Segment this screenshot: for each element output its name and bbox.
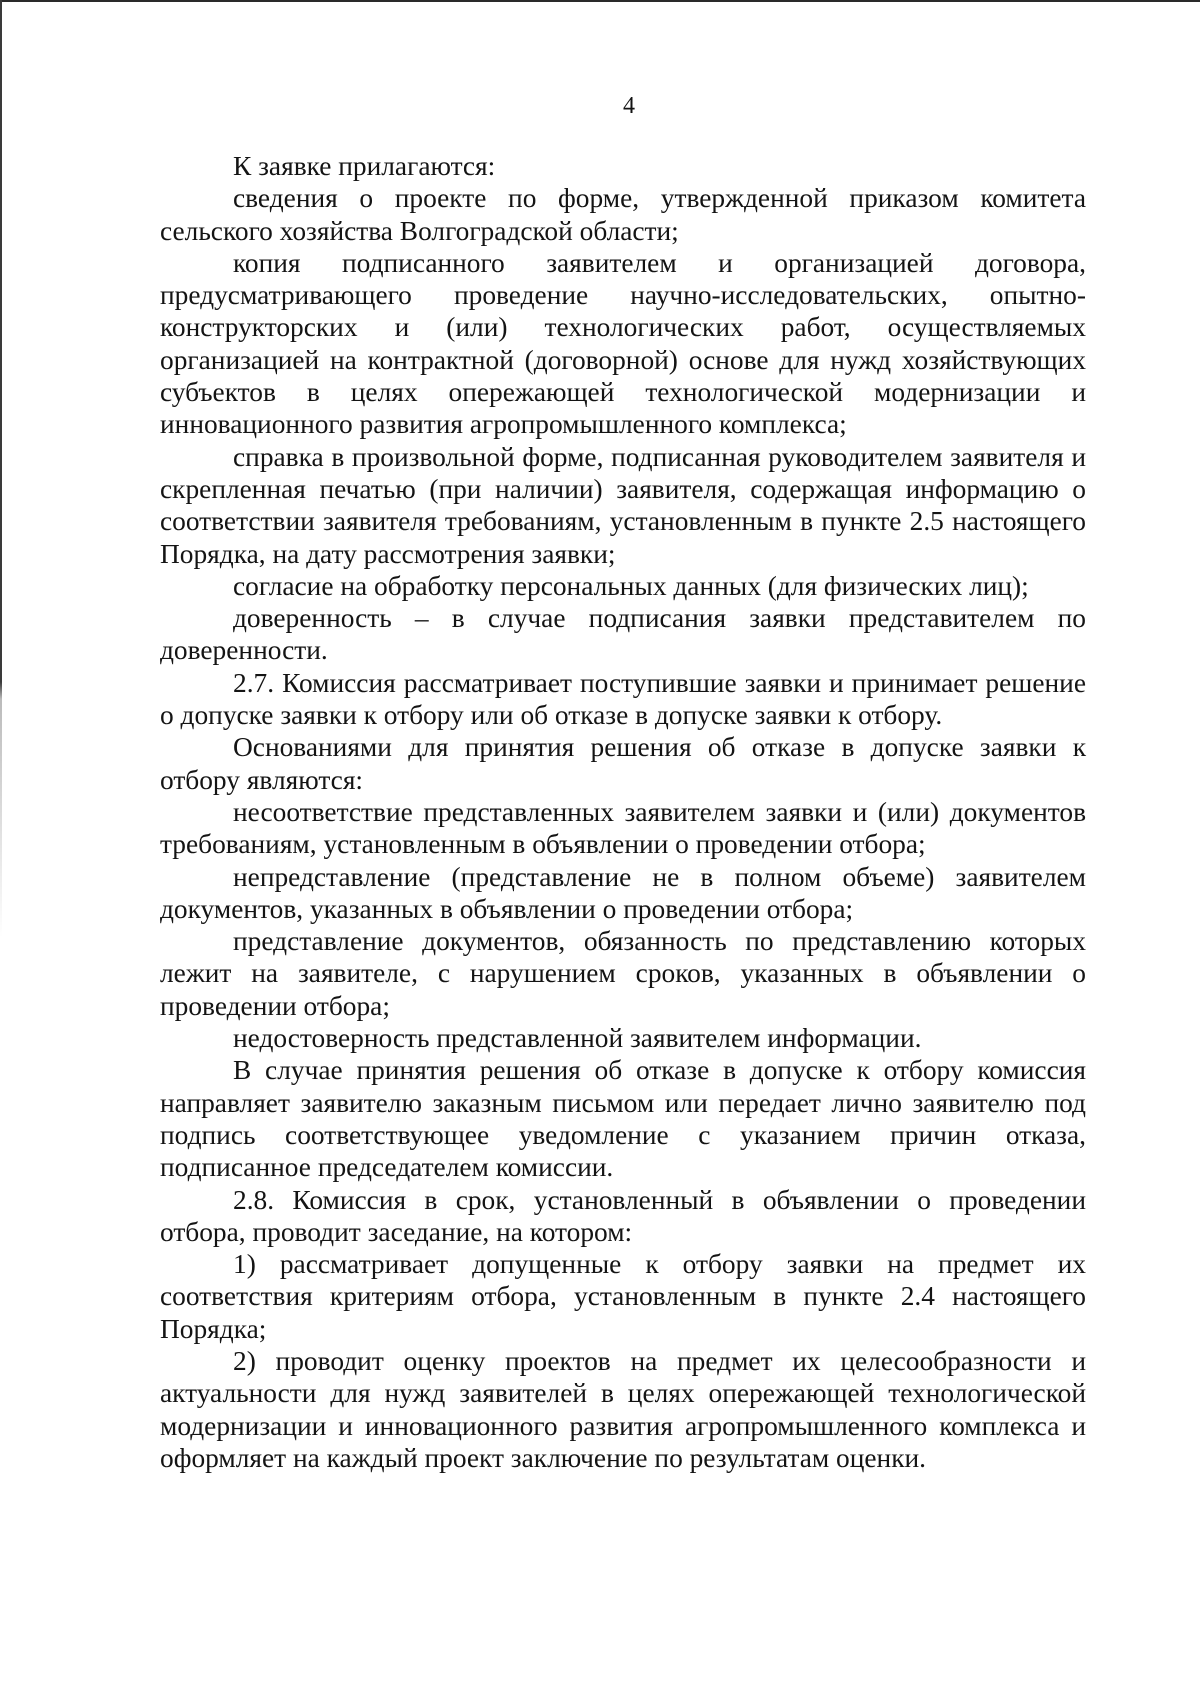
paragraph-power-of-attorney: доверенность – в случае подписания заявки представителем по доверенности. <box>160 603 1086 666</box>
paragraph-item-1: 1) рассматривает допущенные к отбору заявки на предмет их соответствия критериям отбора, установленным в пункте 2.4 настоящего Порядка; <box>160 1249 1086 1344</box>
paragraph-item-2: 2) проводит оценку проектов на предмет их целесообразности и актуальности для нужд заявителей в целях опережающей технологической модернизации и инновационного развития агропромышленного комплекса и оформляет на каждый проект заключение по результатам оценки. <box>160 1345 1086 1473</box>
paragraph-rejection-grounds: Основаниями для принятия решения об отказе в допуске заявки к отбору являются: <box>160 732 1086 795</box>
paragraph-2-7: 2.7. Комиссия рассматривает поступившие заявки и принимает решение о допуске заявки к отбору или об отказе в допуске заявки к отбору. <box>160 667 1086 731</box>
paragraph-ground-unreliable-info: недостоверность представленной заявителем информации. <box>233 1023 922 1054</box>
paragraph-certificate: справка в произвольной форме, подписанная руководителем заявителя и скрепленная печатью (при наличии) заявителя, содержащая информацию о соответствии заявителя требованиям, установленным в пункте 2.5 настоящего Порядка, на дату рассмотрения заявки; <box>160 441 1086 569</box>
document-body <box>160 150 1086 1474</box>
page-number: 4 <box>623 93 635 119</box>
paragraph-ground-nonsubmission: непредставление (представление не в полном объеме) заявителем документов, указанных в объявлении о проведении отбора; <box>160 861 1086 924</box>
paragraph-ground-noncompliance: несоответствие представленных заявителем заявки и (или) документов требованиям, установленным в объявлении о проведении отбора; <box>160 796 1086 860</box>
scan-edge-left <box>0 0 2 1705</box>
paragraph-ground-late-submission: представление документов, обязанность по представлению которых лежит на заявителе, с нарушением сроков, указанных в объявлении о проведении отбора; <box>160 926 1086 1021</box>
paragraph-project-info: сведения о проекте по форме, утвержденной приказом комитета сельского хозяйства Волгоградской области; <box>160 183 1086 246</box>
paragraph-contract-copy: копия подписанного заявителем и организацией договора, предусматривающего проведение научно-исследовательских, опытно-конструкторских и (или) технологических работ, осуществляемых организацией на контрактной (договорной) основе для нужд хозяйствующих субъектов в целях опережающей технологической модернизации и инновационного развития агропромышленного комплекса; <box>160 247 1086 440</box>
paragraph-attachments-intro: К заявке прилагаются: <box>233 151 496 181</box>
paragraph-rejection-notice: В случае принятия решения об отказе в допуске к отбору комиссия направляет заявителю заказным письмом или передает лично заявителю под подпись соответствующее уведомление с указанием причин отказа, подписанное председателем комиссии. <box>160 1055 1086 1183</box>
paragraph-consent: согласие на обработку персональных данных (для физических лиц); <box>233 570 1029 601</box>
paragraph-2-8: 2.8. Комиссия в срок, установленный в объявлении о проведении отбора, проводит заседание, на котором: <box>160 1184 1086 1247</box>
scan-edge-top <box>0 0 1200 2</box>
